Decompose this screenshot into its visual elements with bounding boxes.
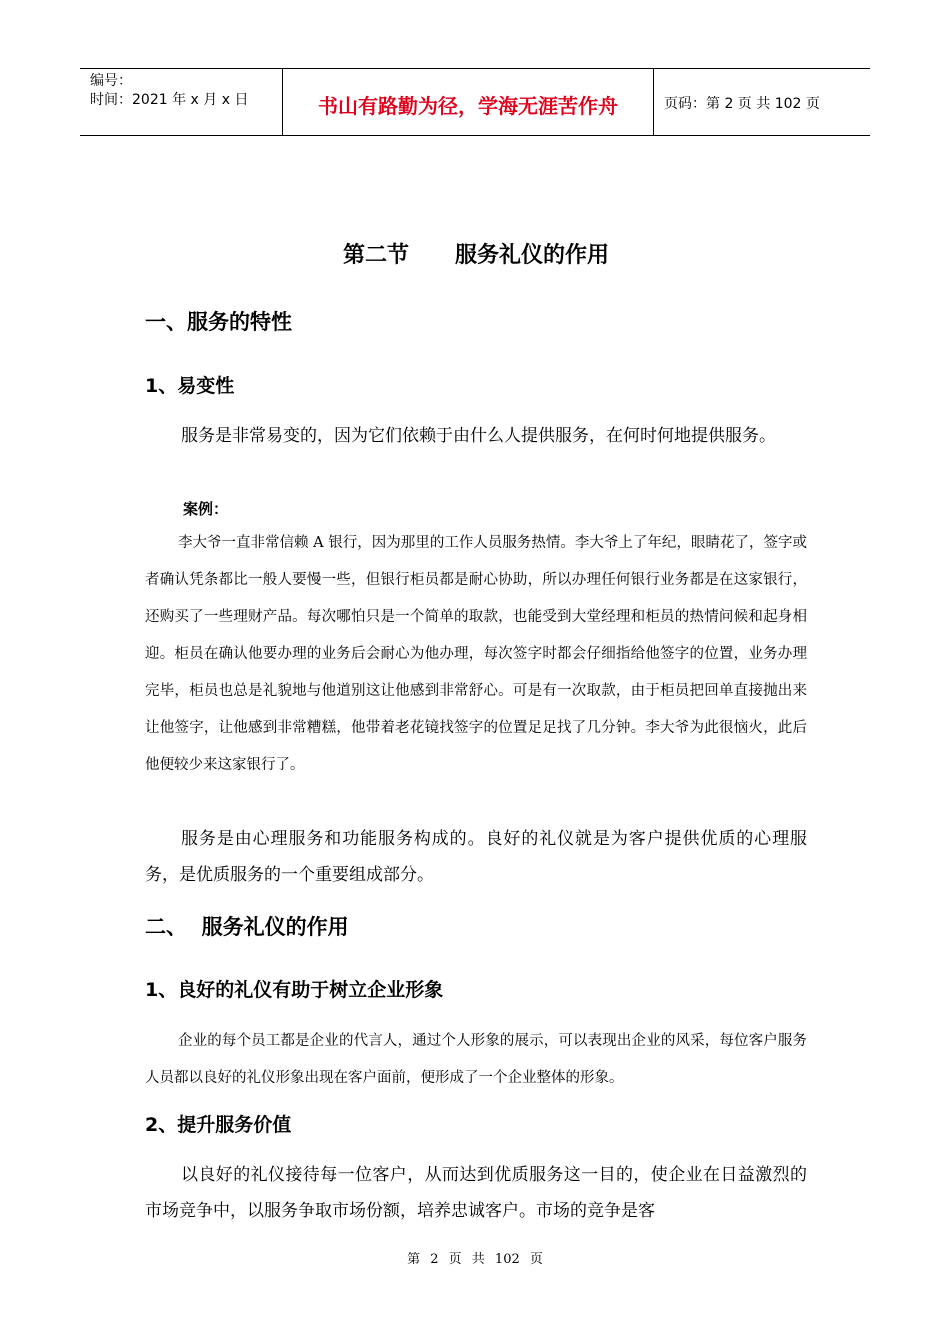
- section2-sub1-text: 企业的每个员工都是企业的代言人，通过个人形象的展示，可以表现出企业的风采，每位客户服务人员都以良好的礼仪形象出现在客户面前，便形成了一个企业整体的形象。: [145, 1033, 807, 1086]
- section1-para1: 服务是非常易变的，因为它们依赖于由什么人提供服务，在何时何地提供服务。: [181, 426, 776, 446]
- section2-sub2-heading: 2、提升服务价值: [145, 1114, 292, 1136]
- header-number: 编号：: [90, 73, 132, 89]
- page-header: [80, 68, 870, 136]
- section1-para2: 服务是由心理服务和功能服务构成的。良好的礼仪就是为客户提供优质的心理服务，是优质服务的一个重要组成部分。: [145, 829, 807, 885]
- section2-sub2-text: 以良好的礼仪接待每一位客户，从而达到优质服务这一目的，使企业在日益激烈的市场竞争中，以服务争取市场份额，培养忠诚客户。市场的竞争是客: [145, 1165, 807, 1221]
- header-motto: 书山有路勤为径，学海无涯苦作舟: [282, 69, 654, 135]
- case-label: 案例：: [183, 500, 229, 518]
- page-footer: 第 2 页 共 102 页: [407, 1252, 543, 1267]
- header-page-info: 页码：第 2 页 共 102 页: [664, 96, 820, 112]
- header-meta: [80, 69, 282, 135]
- section1-heading: 一、服务的特性: [145, 310, 292, 334]
- header-time: 时间：2021 年 x 月 x 日: [90, 92, 249, 108]
- section1-sub1-heading: 1、易变性: [145, 375, 235, 397]
- section2-heading: 二、 服务礼仪的作用: [145, 915, 349, 939]
- case-text: 李大爷一直非常信赖 A 银行，因为那里的工作人员服务热情。李大爷上了年纪，眼睛花了，签字或者确认凭条都比一般人要慢一些，但银行柜员都是耐心协助，所以办理任何银行业务都是在这家银行，还购买了一些理财产品。每次哪怕只是一个简单的取款，也能受到大堂经理和柜员的热情问候和起身相迎。柜员在确认他要办理的业务后会耐心为他办理，每次签字时都会仔细指给他签字的位置，业务办理完毕，柜员也总是礼貌地与他道别这让他感到非常舒心。可是有一次取款，由于柜员把回单直接抛出来让他签字，让他感到非常糟糕，他带着老花镜找签字的位置足足找了几分钟。李大爷为此很恼火，此后他便较少来这家银行了。: [145, 535, 807, 773]
- chapter-title: 第二节 服务礼仪的作用: [343, 243, 609, 268]
- section2-sub1-heading: 1、良好的礼仪有助于树立企业形象: [145, 979, 444, 1001]
